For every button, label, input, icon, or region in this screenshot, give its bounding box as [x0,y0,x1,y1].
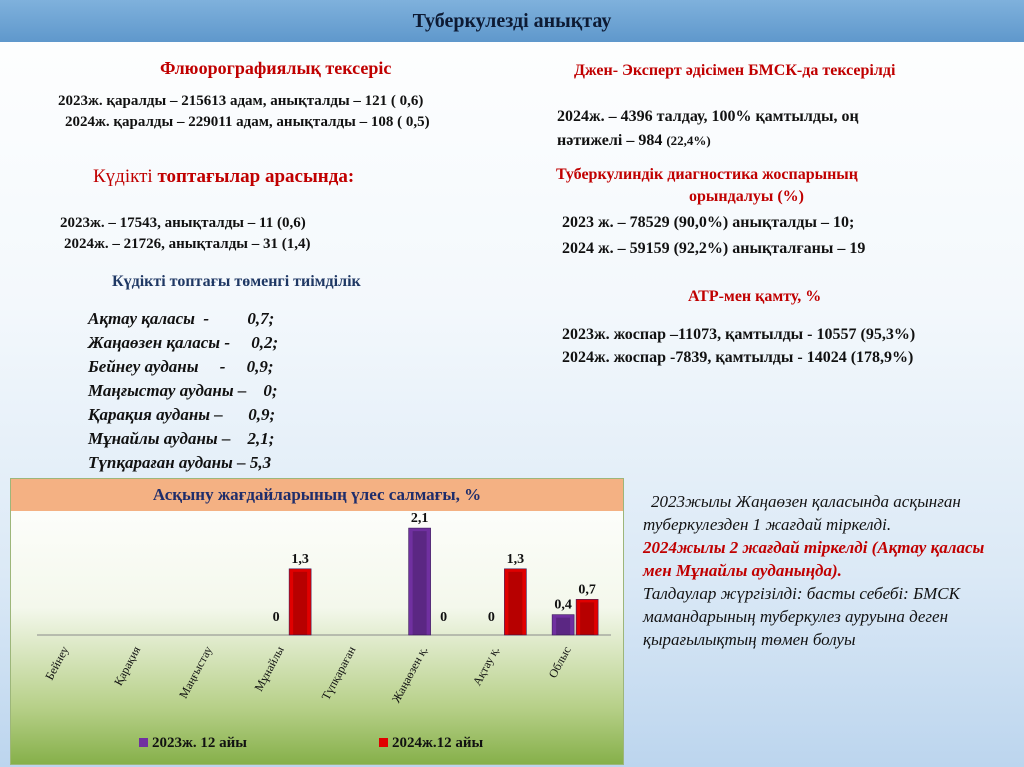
category-label: Ақтау қ. [469,643,503,688]
genexpert-line1: 2024ж. – 4396 талдау, 100% қамтылды, оң [557,108,859,125]
data-label: 0 [487,610,495,625]
legend-swatch [379,738,388,747]
legend-swatch [139,738,148,747]
fluoro-heading: Флюорографиялық тексеріс [160,58,392,78]
complications-note [643,490,1013,651]
genexpert-percent: (22,4%) [666,133,711,148]
genexpert-heading: Джен- Эксперт әдісімен БМСК-да тексерілді [574,62,896,79]
suspect-heading [93,166,354,188]
category-label: Жаңаөзен қ. [388,643,431,706]
data-label: 0 [272,610,280,625]
genexpert-line2 [557,132,711,150]
category-label: Бейнеу [42,643,72,683]
suspect-heading-part1: Күдікті [93,166,158,187]
note-2023: 2023жылы Жаңаөзен қаласында асқынған туберкулезден 1 жағдай тіркелді. [643,492,961,534]
genexpert-result: нәтижелі – 984 [557,132,667,149]
category-label: Облыс [545,643,574,681]
note-analysis: Талдаулар жүргізілді: басты себебі: БМСК мамандарының туберкулез ауруына деген қырағылықтың төмен болуы [643,584,960,649]
suspect-line-2023: 2023ж. – 17543, анықталды – 11 (0,6) [60,215,306,231]
efficiency-list [88,307,278,475]
data-label: 2,1 [410,511,429,527]
efficiency-item: Маңғыстау ауданы – 0; [88,381,278,400]
atr-line-2023: 2023ж. жоспар –11073, қамтылды - 10557 (95,3%) [562,326,916,343]
page-title: Туберкулезді анықтау [0,0,1024,42]
data-label: 1,3 [506,551,525,567]
data-label: 0,4 [554,597,572,613]
bar-inner-shade [508,572,522,635]
note-2024: 2024жылы 2 жағдай тіркелді (Ақтау қаласы мен Мұнайлы ауданыңда). [643,538,985,580]
data-label: 0 [440,610,448,625]
tuberculin-heading-line2: орындалуы (%) [689,188,804,205]
fluoro-line-2024: 2024ж. қаралды – 229011 адам, анықталды – 108 ( 0,5) [65,114,430,130]
suspect-line-2024: 2024ж. – 21726, анықталды – 31 (1,4) [64,236,311,252]
complications-chart [10,478,624,765]
data-label: 1,3 [291,551,309,567]
chart-svg [11,479,623,764]
efficiency-item: Бейнеу ауданы - 0,9; [88,357,274,376]
bar-inner-shade [580,602,594,635]
category-label: Қарақия [110,643,144,688]
efficiency-item: Түпқараған ауданы – 5,3 [88,453,272,472]
category-label: Маңғыстау [175,643,216,701]
tuberculin-line-2024: 2024 ж. – 59159 (92,2%) анықталғаны – 19 [562,240,866,257]
efficiency-item: Мұнайлы ауданы – 2,1; [88,429,275,448]
efficiency-heading: Күдікті топтағы төменгі тиімділік [112,273,361,290]
fluoro-line-2023: 2023ж. қаралды – 215613 адам, анықталды – 121 ( 0,6) [58,93,424,109]
atr-line-2024: 2024ж. жоспар -7839, қамтылды - 14024 (178,9%) [562,349,914,366]
legend-label: 2023ж. 12 айы [152,735,247,751]
category-label: Түпқараған [318,643,359,703]
tuberculin-heading-line1: Туберкулиндік диагностика жоспарының [556,166,859,183]
efficiency-item: Ақтау қаласы - 0,7; [88,309,275,328]
bar-inner-shade [413,531,427,635]
category-label: Мұнайлы [251,643,287,694]
efficiency-item: Қарақия ауданы – 0,9; [88,405,276,424]
bar-inner-shade [293,572,307,635]
efficiency-item: Жаңаөзен қаласы - 0,2; [88,333,279,352]
atr-heading: АТР-мен қамту, % [688,288,822,305]
data-label: 0,7 [578,582,596,598]
tuberculin-line-2023: 2023 ж. – 78529 (90,0%) анықталды – 10; [562,214,855,231]
suspect-heading-part2: топтағылар арасында: [157,166,355,187]
chart-title: Асқыну жағдайларының үлес салмағы, % [11,479,623,511]
bar-inner-shade [556,618,570,635]
legend-label: 2024ж.12 айы [392,735,484,751]
